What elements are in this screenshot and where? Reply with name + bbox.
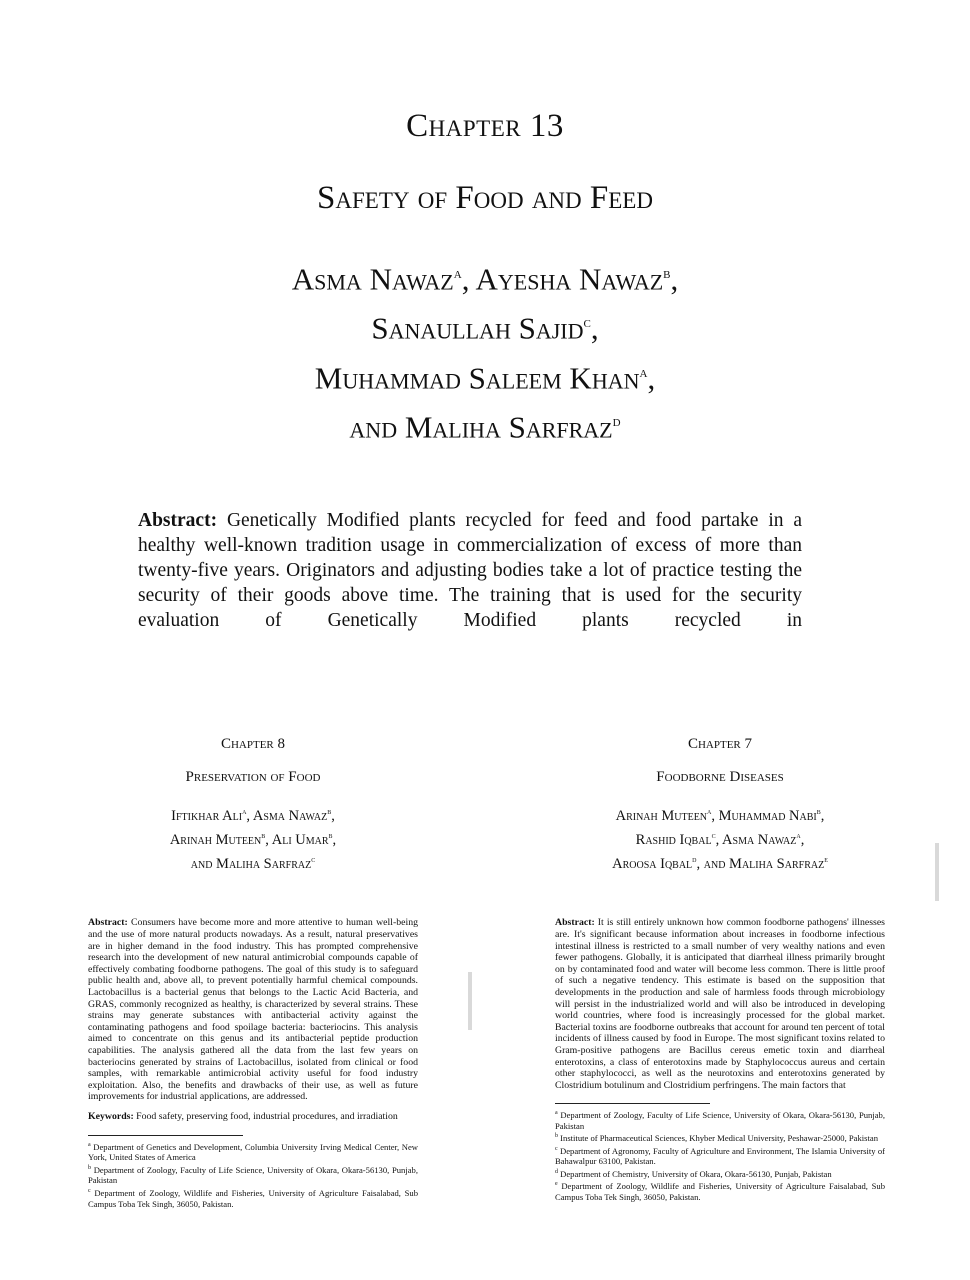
footnote-text: Department of Agronomy, Faculty of Agriculture and Environment, The Islamia University of Bahawalpur 63100, Pakistan. [555, 1145, 885, 1167]
main-author-line [0, 400, 970, 449]
author-affiliation-mark: e [824, 854, 828, 864]
author-name: Sanaullah Sajid [371, 310, 584, 346]
keywords-text: Food safety, preserving food, industrial procedures, and irradiation [136, 1110, 398, 1122]
footnote-mark: c [555, 1145, 558, 1152]
author-name: Muhammad Nabi [718, 807, 817, 824]
chapter-8-preview [88, 730, 418, 1209]
abstract-text: It is still entirely unknown how common foodborne pathogens' illnesses are. It's significant because information about increases in foodborne infectious intestinal illness is restricted to a small number of very wealthy nations and even fewer pathogens. Globally, it is anticipated that diarrheal illness primarily brought on by contaminated food and water will become less common. There is little proof of such a negative tendency. This estimate is based on the supposition that developments in the production and sale of harmless foods through microbiology will persist in the industrialized world and will also be introduced in developing world countries, where food is increasingly processed for the global market. Bacterial toxins are foodborne outbreaks that account for around ten percent of total incidents of illness caused by food in Europe. The most significant toxins related to Gram-positive pathogens are Bacillus cereus emetic toxin and diarrheal enterotoxins, a class of enterotoxins made by Staphylococcus aureus and certain other staphylococci, as well as the neurotoxins and enterotoxins generated by Clostridium botulinum and Clostridium perfringens. The main factors that [555, 917, 885, 1091]
author-affiliation-mark: a [796, 830, 801, 840]
author-separator: , [331, 807, 335, 824]
footnote [555, 1144, 885, 1167]
main-chapter-title: Safety of Food and Feed [317, 180, 653, 216]
author-separator: , [670, 261, 679, 297]
author-separator: , [820, 807, 825, 824]
footnote-mark: c [88, 1188, 91, 1195]
footnote-divider [555, 1103, 710, 1104]
chapter-7-title: Foodborne Diseases [656, 769, 784, 785]
author-name: Asma Nawaz [252, 807, 328, 824]
footnote-text: Department of Zoology, Wildlife and Fisheries, University of Agriculture Faisalabad, Sub Campus Toba Tek Singh, 36050, Pakistan. [88, 1187, 418, 1209]
author-separator: , [461, 261, 476, 297]
author-line [555, 802, 885, 826]
chapter-8-number: Chapter 8 [220, 736, 286, 752]
author-name: Iftikhar Ali [171, 807, 243, 824]
author-affiliation-mark: b [816, 807, 821, 816]
footnote [555, 1131, 885, 1143]
author-name: and Maliha Sarfraz [190, 855, 312, 872]
chapter-8-abstract [88, 917, 418, 1103]
footnote-mark: b [555, 1133, 558, 1140]
author-separator: , [715, 831, 723, 848]
footnote-text: Institute of Pharmaceutical Sciences, Khyber Medical University, Peshawar-25000, Pakistan [560, 1133, 879, 1144]
author-separator: , [332, 831, 337, 848]
author-affiliation-mark: a [242, 807, 247, 816]
author-separator: , [647, 359, 656, 395]
main-chapter-number: Chapter 13 [406, 108, 564, 144]
main-abstract-label: Abstract: [138, 510, 218, 531]
footnote-mark: a [88, 1141, 91, 1148]
chapter-7-author-list [555, 802, 885, 873]
footnote [88, 1140, 418, 1163]
author-name: Muhammad Saleem Khan [314, 359, 640, 395]
footnote [555, 1179, 885, 1202]
scrollbar-thumb[interactable] [935, 843, 939, 901]
footnote [555, 1108, 885, 1131]
chapter-8-title: Preservation of Food [185, 769, 321, 785]
author-affiliation-mark: d [692, 854, 697, 864]
author-name: Asma Nawaz [291, 261, 454, 297]
main-author-line [0, 252, 970, 301]
chapter-7-preview [555, 730, 885, 1202]
footnote [555, 1167, 885, 1179]
abstract-text: Consumers have become more and more attentive to human well-being and the use of more natural products nowadays. As a result, natural preservatives are in higher demand in the food industry. This has prompted comprehensive research into the development of new natural antimicrobial compounds capable of effectively combating foodborne pathogens. The goal of this study is to safeguard public health and, above all, to prevent potentially harmful chemical compounds. Lactobacillus is a bacterial genus that belongs to the Lactic Acid Bacteria, and GRAS, commonly recognized as healthy, is characterized by several strains. These strains may generate substances with antibacterial activity against the contaminating pathogens and food spoilage bacteria: bacteriocins. This analysis aimed to concentrate on this genus and its antibacterial peptide production capabilities. The analysis gathered all the data from the last few years on bacteriocins generated by strains of Lactobacillus, isolated from clinical or food samples, with remarkable antimicrobial activity useful for food industry exploitation. Also, the benefits and drawbacks of their use, as well as future improvements for industrial applications, are addressed. [88, 917, 418, 1103]
footnote-mark: b [88, 1165, 91, 1172]
footnote-text: Department of Zoology, Wildlife and Fisheries, University of Agriculture Faisalabad, Sub Campus Toba Tek Singh, 36050, Pakistan. [555, 1181, 885, 1202]
author-affiliation-mark: a [639, 364, 648, 381]
footnote-text: Department of Zoology, Faculty of Life Science, University of Okara, Okara-56130, Punjab, Pakistan [555, 1110, 885, 1131]
chapter-8-author-list [88, 802, 418, 873]
author-name: Ayesha Nawaz [475, 261, 664, 297]
author-affiliation-mark: c [311, 854, 316, 864]
author-line [88, 850, 418, 874]
author-separator: , [696, 855, 704, 872]
footnote [88, 1163, 418, 1186]
author-name: Aroosa Iqbal [612, 855, 693, 872]
author-affiliation-mark: d [612, 413, 621, 430]
chapter-7-abstract [555, 917, 885, 1091]
author-affiliation-mark: a [707, 807, 712, 816]
chapter-7-number: Chapter 7 [687, 736, 753, 752]
footnote-text: Department of Zoology, Faculty of Life Science, University of Okara, Okara-56130, Punjab, Pakistan [88, 1164, 418, 1186]
author-name: Rashid Iqbal [635, 831, 712, 848]
main-author-line [0, 351, 970, 400]
main-author-list [0, 252, 970, 449]
footnote-mark: a [555, 1110, 558, 1117]
author-name: and Maliha Sarfraz [703, 855, 825, 872]
author-name: Arinah Muteen [615, 807, 708, 824]
chapter-8-keywords [88, 1111, 418, 1123]
footnote-mark: d [555, 1168, 558, 1175]
footnote-divider [88, 1135, 243, 1136]
author-separator: , [265, 831, 272, 848]
author-affiliation-mark: b [328, 830, 333, 840]
footnote-text: Department of Chemistry, University of Okara, Okara-56130, Punjab, Pakistan [560, 1168, 832, 1179]
author-affiliation-mark: c [711, 830, 716, 840]
author-name: Arinah Muteen [169, 831, 262, 848]
main-abstract [138, 508, 802, 633]
author-name: and Maliha Sarfraz [349, 409, 613, 445]
author-line [88, 826, 418, 850]
author-line [555, 826, 885, 850]
author-name: Asma Nawaz [722, 831, 797, 848]
author-affiliation-mark: b [327, 807, 332, 816]
author-affiliation-mark: a [453, 266, 462, 282]
main-author-line [0, 301, 970, 350]
footnote-mark: e [555, 1181, 558, 1188]
abstract-label: Abstract: [555, 917, 595, 929]
author-affiliation-mark: b [663, 266, 671, 282]
author-line [555, 850, 885, 874]
main-abstract-text: Genetically Modified plants recycled for feed and food partake in a healthy well-known tradition usage in commercialization of excess of more than twenty-five years. Originators and adjusting bodies take a lot of practice testing the security of their goods above time. The training that is used for the security evaluation of Genetically Modified plants recycled in [138, 510, 803, 631]
page-divider-scrollbar[interactable] [468, 972, 472, 1030]
author-separator: , [246, 807, 253, 824]
keywords-label: Keywords: [88, 1110, 134, 1122]
abstract-label: Abstract: [88, 917, 128, 929]
footnote-text: Department of Genetics and Development, Columbia University Irving Medical Center, New York, United States of America [88, 1141, 418, 1163]
author-affiliation-mark: b [261, 830, 266, 840]
footnote [88, 1186, 418, 1209]
author-affiliation-mark: c [583, 315, 591, 332]
author-line [88, 802, 418, 826]
author-name: Ali Umar [271, 831, 329, 848]
author-separator: , [711, 807, 719, 824]
author-separator: , [590, 310, 599, 346]
author-separator: , [800, 831, 805, 848]
